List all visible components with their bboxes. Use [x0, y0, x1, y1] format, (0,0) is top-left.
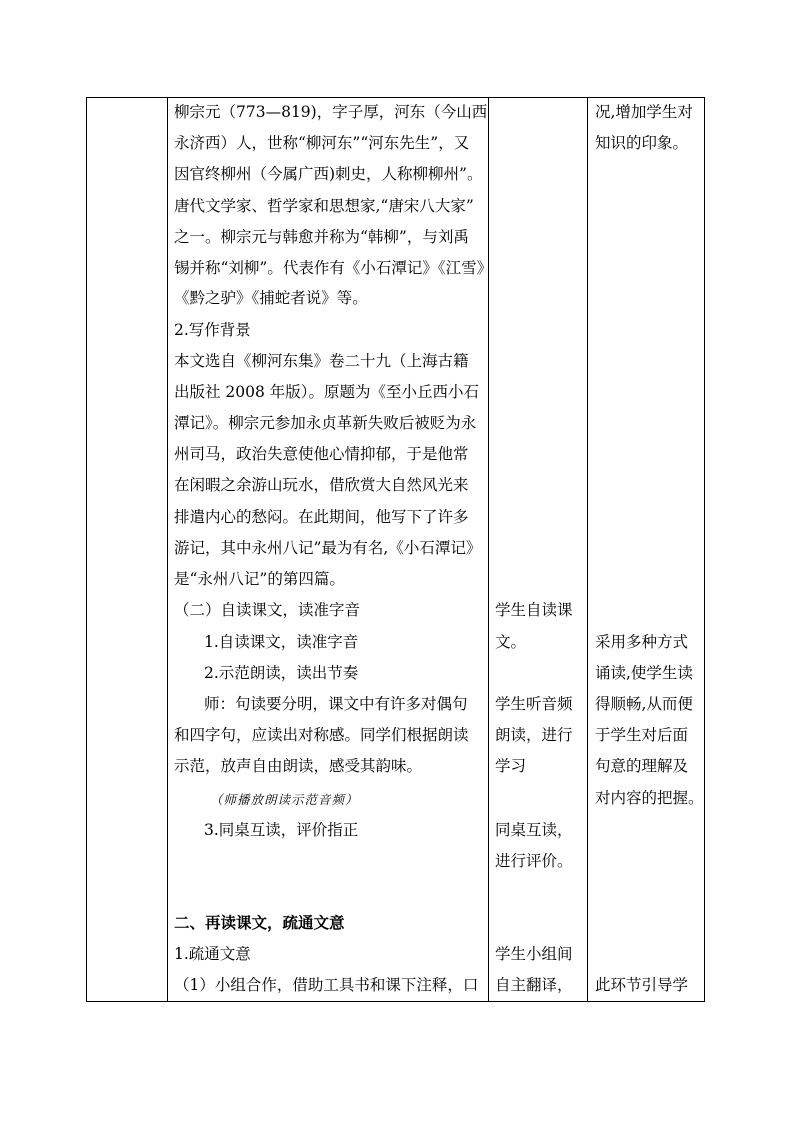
activity-line: 朗读，进行: [495, 726, 573, 744]
content-line: （1）小组合作，借助工具书和课下注释，口: [174, 976, 479, 994]
section-heading: 1.疏通文意: [174, 945, 251, 963]
section-column-cell: [87, 98, 168, 1002]
audio-note: （师播放朗读示范音频）: [210, 792, 359, 807]
content-line: 本文选自《柳河东集》卷二十九（上海古籍: [174, 352, 469, 370]
content-line: 2.示范朗读，读出节奏: [204, 664, 359, 682]
intent-line: 采用多种方式: [595, 633, 689, 651]
content-line: 和四字句，应读出对称感。同学们根据朗读: [174, 726, 469, 744]
activity-line: 自主翻译，: [495, 976, 573, 994]
activity-line: 学生小组间: [495, 945, 573, 963]
content-line: 是“永州八记”的第四篇。: [174, 570, 345, 588]
content-line: 排遣内心的愁闷。在此期间，他写下了许多: [174, 508, 469, 526]
section-heading: 二、再读课文，疏通文意: [174, 913, 345, 932]
content-line: 出版社 2008 年版）。原题为《至小丘西小石: [174, 383, 480, 401]
content-column-cell: [168, 98, 493, 1002]
intent-line: 得顺畅,从而便: [595, 695, 693, 713]
content-line: 游记，其中永州八记”最为有名,《小石潭记》: [174, 539, 482, 557]
activity-line: 同桌互读，: [495, 821, 573, 839]
activity-line: 文。: [495, 633, 527, 651]
table-row: [87, 98, 705, 1002]
intent-line: 知识的印象。: [595, 134, 689, 152]
content-line: 之一。柳宗元与韩愈并称为“韩柳”，与刘禹: [174, 228, 469, 246]
student-activity-cell: [489, 98, 588, 1002]
activity-line: 学生听音频: [495, 695, 573, 713]
content-line: 永济西）人，世称“柳河东”“河东先生”，又: [174, 134, 470, 152]
content-line: 3.同桌互读，评价指正: [204, 821, 359, 839]
content-line: 在闲暇之余游山玩水，借欣赏大自然风光来: [174, 476, 469, 494]
lesson-plan-table: [86, 97, 705, 1002]
content-line: 潭记》。柳宗元参加永贞革新失败后被贬为永: [174, 414, 477, 432]
content-line: 1.自读课文，读准字音: [204, 633, 359, 651]
intent-line: 此环节引导学: [595, 976, 689, 994]
content-line: 因官终柳州（今属广西)刺史，人称柳柳州”。: [174, 165, 483, 183]
content-line: 州司马，政治失意使他心情抑郁，于是他常: [174, 445, 469, 463]
design-intent-cell: [588, 98, 705, 1002]
activity-line: 学习: [495, 757, 527, 775]
intent-line: 句意的理解及: [595, 757, 689, 775]
intent-line: 于学生对后面: [595, 726, 689, 744]
intent-line: 诵读,使学生读: [595, 664, 693, 682]
content-line: 唐代文学家、哲学家和思想家,“唐宋八大家”: [174, 197, 474, 215]
content-line: 《黔之驴》《捕蛇者说》等。: [174, 289, 368, 307]
section-heading: 2.写作背景: [174, 321, 251, 339]
activity-line: 学生自读课: [495, 601, 573, 619]
content-line: 示范，放声自由朗读，感受其韵味。: [174, 757, 423, 775]
intent-line: 对内容的把握。: [595, 789, 704, 807]
content-line: 柳宗元（773—819)，字子厚，河东（今山西: [174, 103, 488, 121]
intent-line: 况,增加学生对: [595, 103, 693, 121]
activity-line: 进行评价。: [495, 852, 573, 870]
content-line: 师：句读要分明，课文中有许多对偶句: [204, 695, 468, 713]
content-line: 锡并称“刘柳”。代表作有《小石潭记》《江雪》: [174, 259, 493, 277]
section-heading: （二）自读课文，读准字音: [174, 601, 361, 619]
